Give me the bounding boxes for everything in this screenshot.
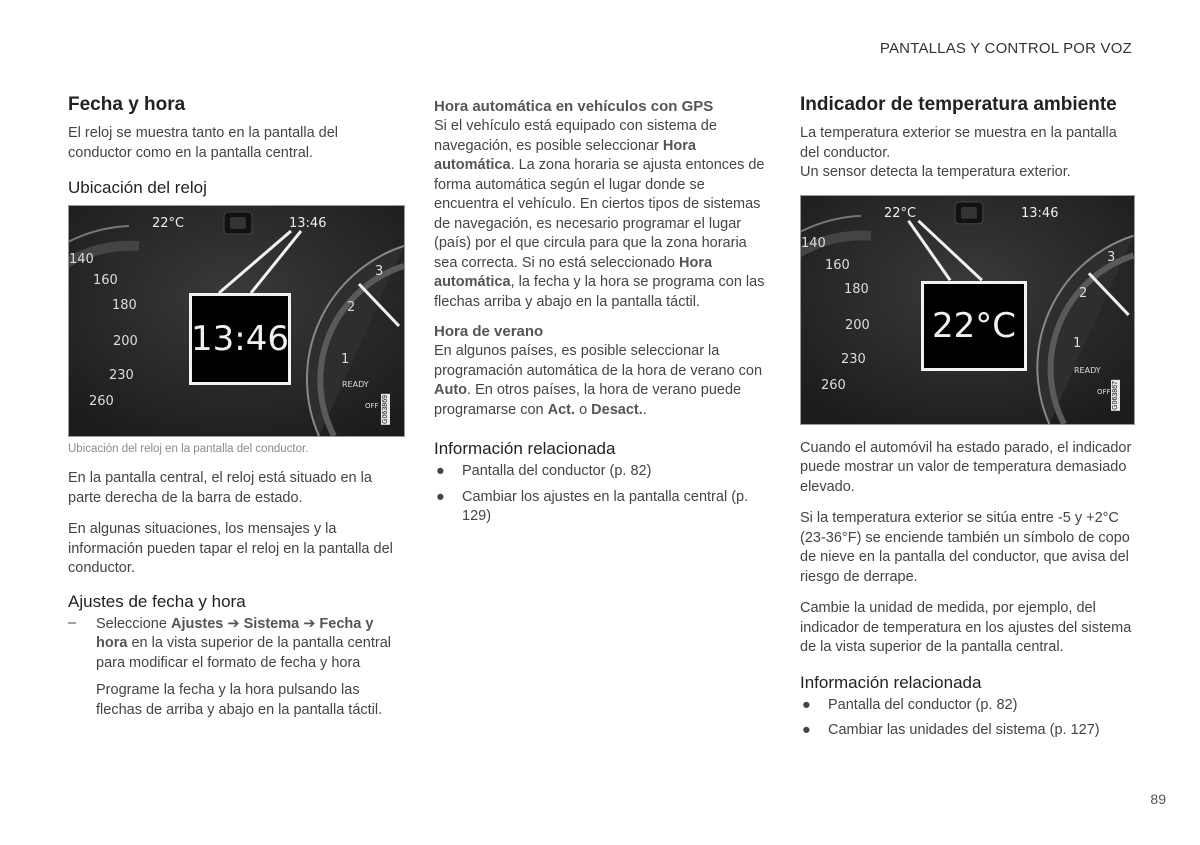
speed-label: 200	[113, 334, 138, 349]
subheading-hora-verano: Hora de verano	[434, 323, 544, 340]
rpm-label: 3	[1107, 249, 1116, 265]
speed-label: 140	[801, 235, 826, 251]
paragraph: Un sensor detecta la temperatura exterior.	[800, 164, 1071, 180]
rpm-label: 2	[347, 300, 356, 315]
list-item[interactable]: ● Cambiar los ajustes en la pantalla central (p. 129)	[436, 488, 749, 524]
subheading-ubicacion: Ubicación del reloj	[68, 178, 207, 197]
menu-path-ajustes: Ajustes	[170, 615, 224, 632]
speed-label: 180	[844, 281, 869, 297]
option-auto: Auto	[434, 382, 468, 398]
subheading-info-relacionada: Información relacionada	[800, 672, 982, 692]
speed-label: 160	[93, 273, 118, 288]
menu-path-fecha-hora: Fecha y hora	[96, 615, 374, 651]
time-readout: 13:46	[1021, 205, 1059, 221]
page-number: 89	[1150, 791, 1166, 807]
paragraph: Cambie la unidad de medida, por ejemplo, del indicador de temperatura en los ajustes del sistema de la vista superior de la pantalla central.	[800, 600, 1132, 655]
paragraph: La temperatura exterior se muestra en la pantalla del conductor.	[800, 125, 1117, 161]
time-readout: 13:46	[289, 216, 327, 231]
section-title-temperatura: Indicador de temperatura ambiente	[800, 94, 1117, 115]
running-header: PANTALLAS Y CONTROL POR VOZ	[879, 40, 1132, 57]
option-hora-automatica: Hora automática	[434, 254, 713, 290]
related-list	[434, 462, 769, 527]
subheading-ajustes: Ajustes de fecha y hora	[68, 591, 246, 611]
ready-label: READY	[342, 380, 369, 389]
paragraph: Si la temperatura exterior se sitúa entre -5 y +2°C (23-36°F) se enciende también un símbolo de copo de nieve en la pantalla del conductor, que avisa del riesgo de derrape.	[800, 510, 1130, 585]
off-label: OFF	[1097, 387, 1111, 396]
option-hora-automatica: Hora automática	[434, 137, 696, 173]
list-item[interactable]: ● Pantalla del conductor (p. 82)	[434, 462, 769, 482]
rpm-label: 1	[1073, 335, 1082, 351]
zoom-clock-box: 13:46	[189, 293, 291, 385]
column-hora-automatica	[434, 97, 769, 533]
speed-label: 140	[69, 252, 94, 267]
column-temperatura	[800, 92, 1135, 747]
verano-paragraph: En algunos países, es posible seleccionar la programación automática de la hora de verano con Auto. En otros países, la hora de verano puede programarse con Act. o Desact..	[434, 343, 763, 418]
section-title-fecha-hora: Fecha y hora	[68, 94, 186, 115]
menu-path-sistema: Sistema	[243, 615, 300, 632]
speed-label: 260	[89, 394, 114, 409]
list-item[interactable]: ● Pantalla del conductor (p. 82)	[800, 696, 1135, 716]
figure-caption: Ubicación del reloj en la pantalla del conductor.	[68, 443, 309, 455]
temp-readout: 22°C	[884, 205, 917, 221]
off-label: OFF	[365, 402, 379, 410]
paragraph: En la pantalla central, el reloj está situado en la parte derecha de la barra de estado.	[68, 470, 372, 506]
step-note: Programe la fecha y la hora pulsando las flechas de arriba y abajo en la pantalla táctil.	[96, 682, 383, 718]
rpm-label: 1	[341, 352, 350, 367]
speed-label: 230	[109, 368, 134, 383]
paragraph: En algunas situaciones, los mensajes y la información pueden tapar el reloj en la pantalla del conductor.	[68, 521, 393, 576]
intro-paragraph: El reloj se muestra tanto en la pantalla del conductor como en la pantalla central.	[68, 125, 339, 161]
rpm-label: 2	[1079, 285, 1088, 301]
speed-label: 180	[112, 298, 137, 313]
rpm-label: 3	[375, 264, 384, 279]
speed-label: 200	[845, 317, 870, 333]
figure-code: G063867	[1112, 380, 1119, 410]
related-list	[800, 696, 1135, 741]
temp-readout: 22°C	[152, 216, 185, 231]
arrow-right-icon: ➔	[303, 615, 316, 632]
option-act: Act.	[547, 401, 576, 418]
bullet-icon: ●	[436, 488, 445, 505]
arrow-right-icon: ➔	[227, 615, 240, 632]
subheading-gps: Hora automática en vehículos con GPS	[434, 98, 714, 115]
figure-code: G063869	[382, 395, 389, 424]
option-desact: Desact.	[591, 401, 643, 418]
clock-figure	[68, 205, 405, 437]
paragraph: Cuando el automóvil ha estado parado, el indicador puede mostrar un valor de temperatura demasiado elevado.	[800, 439, 1132, 495]
gps-paragraph: Si el vehículo está equipado con sistema de navegación, es posible seleccionar Hora automática. La zona horaria se ajusta entonces de forma automática según el lugar donde se encuentra el vehículo. En ciertos tipos de sistemas de navegación, es necesario programar el lugar (país) por el que circula para que la zona horaria sea correcta. Si no está seleccionado Hora automática, la fecha y la hora se programa con las flechas arriba y abajo en la pantalla táctil.	[434, 118, 765, 310]
bullet-icon: ●	[802, 722, 811, 738]
column-fecha-hora	[68, 92, 403, 720]
bullet-icon: ●	[802, 696, 811, 713]
subheading-info-relacionada: Información relacionada	[434, 439, 616, 458]
speed-label: 160	[825, 257, 850, 273]
speed-label: 230	[841, 351, 866, 367]
step-dash: –	[68, 614, 77, 631]
speed-label: 260	[821, 377, 846, 393]
zoom-temp-box: 22°C	[921, 281, 1027, 371]
list-item[interactable]: ● Cambiar las unidades del sistema (p. 127)	[800, 721, 1135, 741]
bullet-icon: ●	[436, 463, 445, 479]
ready-label: READY	[1074, 365, 1101, 375]
instruction-step: – Seleccione Ajustes ➔ Sistema ➔ Fecha y hora en la vista superior de la pantalla central para modificar el formato de fecha y hora	[68, 614, 391, 671]
temperature-figure	[800, 195, 1135, 425]
